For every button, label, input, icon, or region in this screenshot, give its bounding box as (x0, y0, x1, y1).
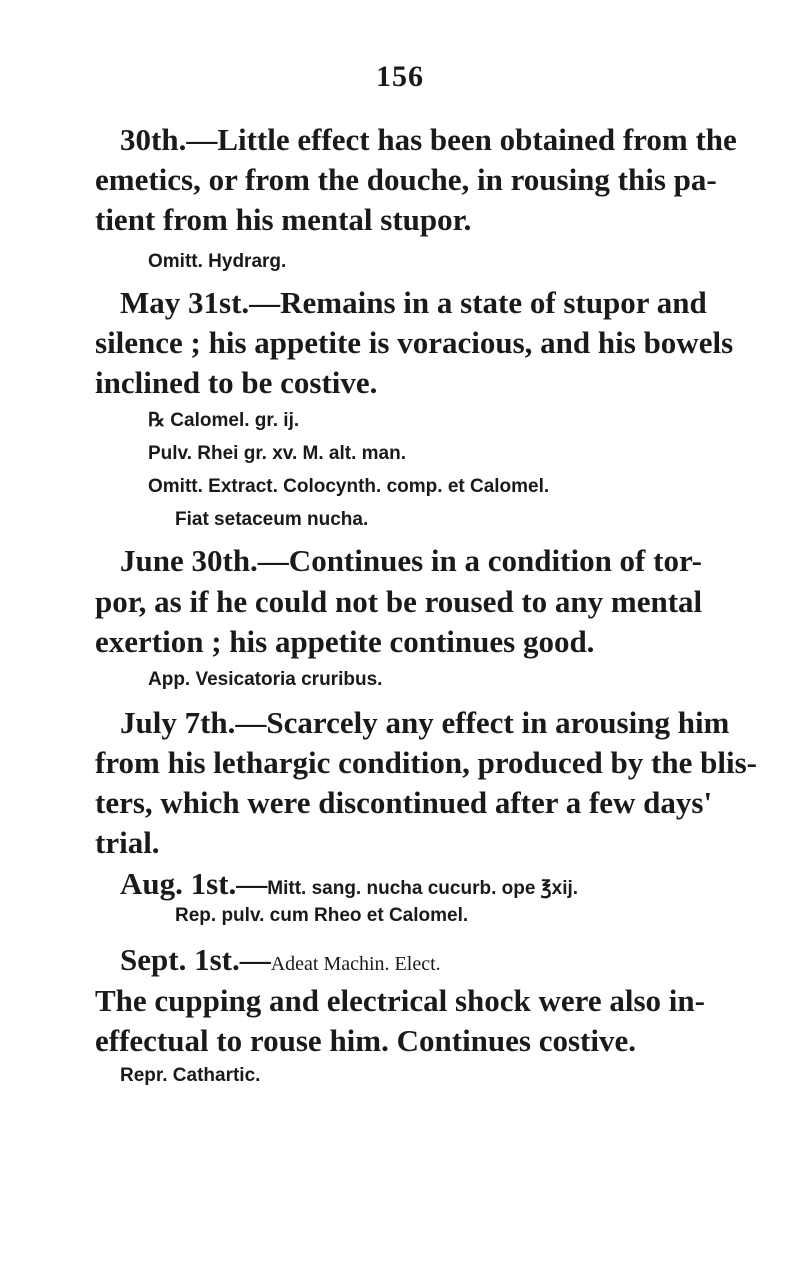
prescription-adeat-machin: Adeat Machin. Elect. (270, 953, 441, 975)
entry-sept-1st-date: Sept. 1st.— (120, 942, 271, 977)
entry-sept-1st (120, 944, 441, 975)
entry-june-30th-line-2: por, as if he could not be roused to any mental (95, 584, 703, 619)
prescription-repr-cathartic: Repr. Cathartic. (120, 1065, 261, 1086)
prescription-fiat-setaceum: Fiat setaceum nucha. (175, 509, 369, 530)
entry-july-7th-line-1: July 7th.—Scarcely any effect in arousing him (120, 705, 730, 740)
prescription-vesicatoria: App. Vesicatoria cruribus. (148, 669, 383, 690)
entry-june-30th-line-1: June 30th.—Continues in a condition of tor- (120, 543, 702, 578)
prescription-mitt-sang: Mitt. sang. nucha cucurb. ope ℥xij. (267, 878, 579, 899)
entry-may-31st-line-2: silence ; his appetite is voracious, and his bowels (95, 325, 734, 360)
entry-may-31st-line-1: May 31st.—Remains in a state of stupor and (120, 285, 707, 320)
entry-may-31st-line-3: inclined to be costive. (95, 365, 378, 400)
entry-30th-line-1: 30th.—Little effect has been obtained from the (120, 122, 737, 157)
entry-sept-1st-line-2: effectual to rouse him. Continues costive. (95, 1023, 637, 1058)
entry-30th-line-3: tient from his mental stupor. (95, 202, 472, 237)
page-number: 156 (376, 60, 424, 93)
entry-30th-line-2: emetics, or from the douche, in rousing this pa- (95, 162, 717, 197)
entry-june-30th-line-3: exertion ; his appetite continues good. (95, 624, 595, 659)
entry-aug-1st (120, 868, 578, 899)
entry-july-7th-line-3: ters, which were discontinued after a few days' (95, 785, 713, 820)
prescription-calomel: ℞ Calomel. gr. ij. (148, 410, 300, 431)
entry-july-7th-line-4: trial. (95, 825, 160, 860)
prescription-pulv-rhei: Pulv. Rhei gr. xv. M. alt. man. (148, 443, 406, 464)
prescription-omitt-extract: Omitt. Extract. Colocynth. comp. et Calomel. (148, 476, 550, 497)
entry-july-7th-line-2: from his lethargic condition, produced by the blis- (95, 745, 757, 780)
prescription-omitt-hydrarg: Omitt. Hydrarg. (148, 251, 287, 272)
entry-sept-1st-line-1: The cupping and electrical shock were also in- (95, 983, 705, 1018)
entry-aug-1st-date: Aug. 1st.— (120, 866, 268, 901)
prescription-rep-pulv: Rep. pulv. cum Rheo et Calomel. (175, 905, 469, 926)
